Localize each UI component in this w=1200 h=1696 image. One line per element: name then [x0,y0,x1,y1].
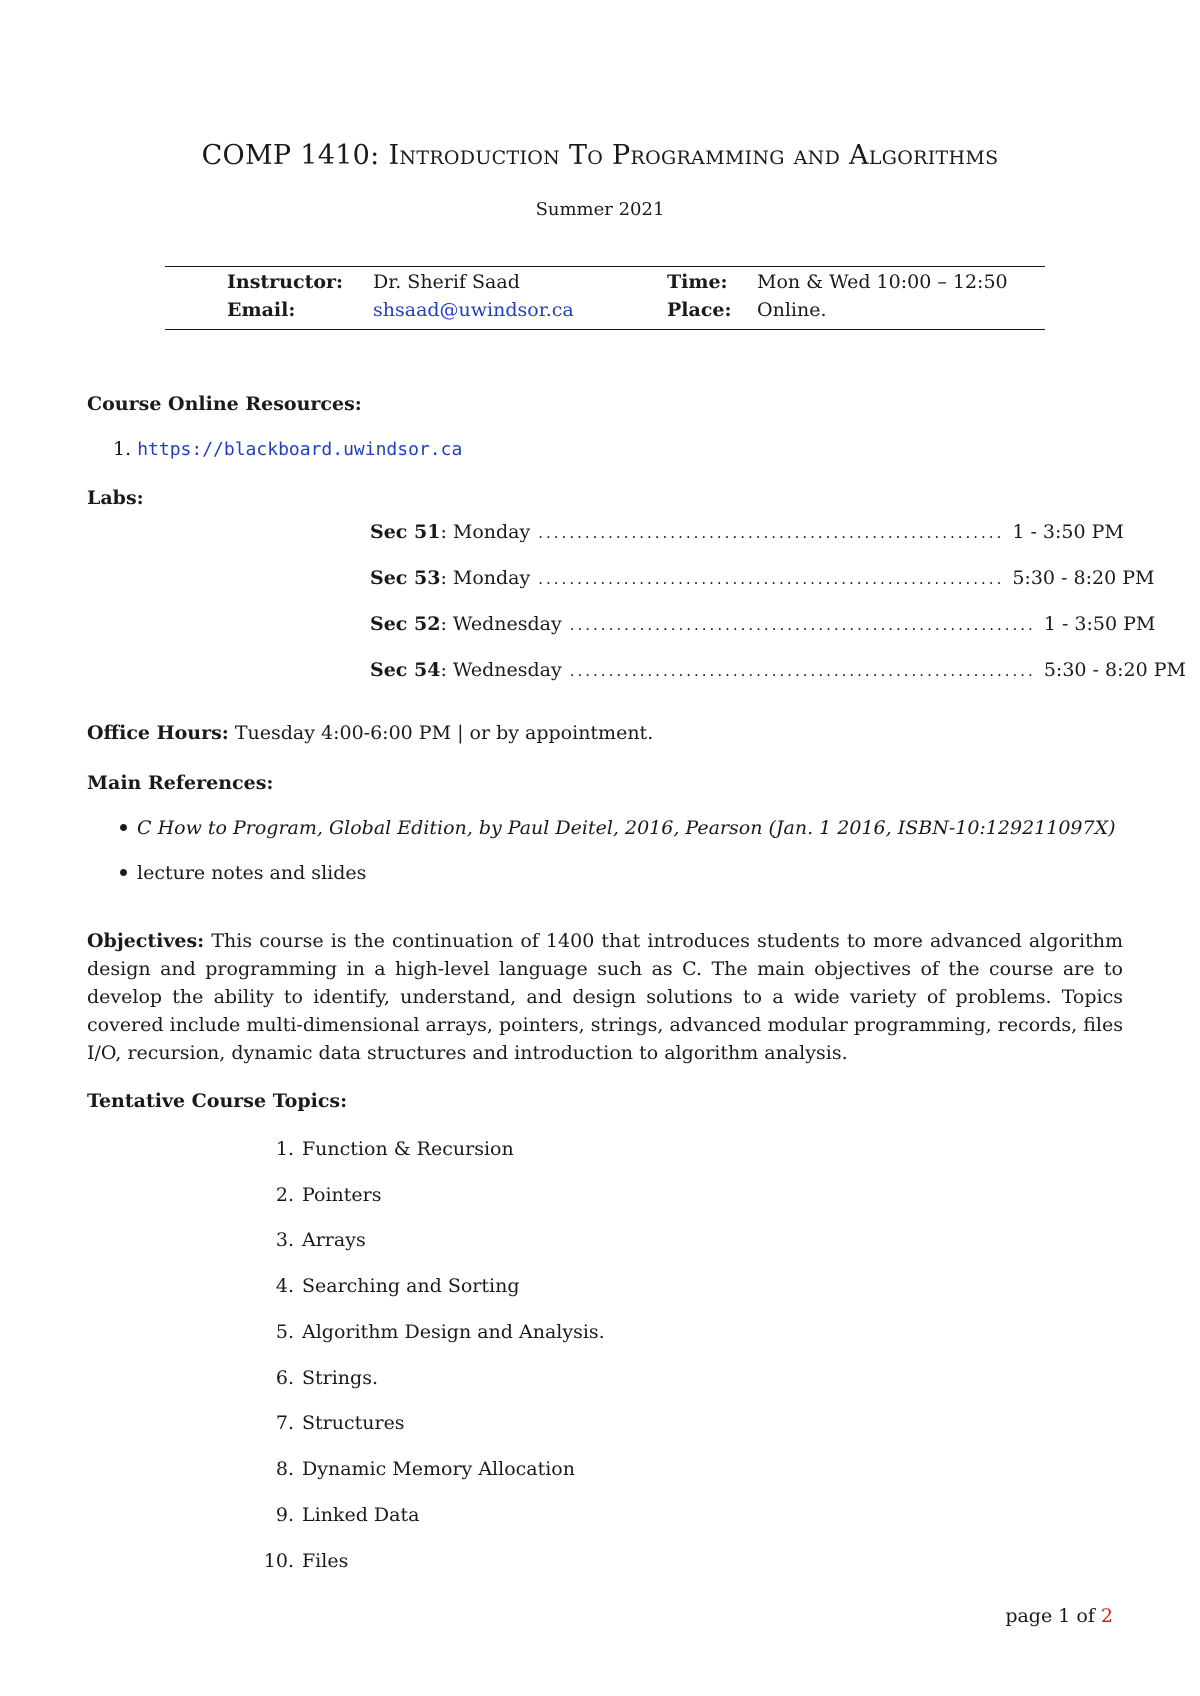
topic-label: Algorithm Design and Analysis. [302,1321,605,1343]
topic-item [260,1412,405,1434]
topic-num: 4. [275,1275,294,1297]
bullet-icon [120,824,127,831]
office-hours-label: Office Hours: [87,722,229,744]
topic-num: 7. [275,1412,294,1434]
lab-section: Sec 54 [370,659,441,681]
lab-day: Monday [452,567,531,589]
lab-section: Sec 51 [370,521,441,543]
topic-item [260,1458,575,1480]
instructor-label: Instructor: [227,271,344,293]
course-name: Introduction To Programming and Algorithms [388,140,999,171]
topic-num: 6. [275,1367,294,1389]
topic-label: Linked Data [302,1504,420,1526]
topic-num: 10. [263,1550,294,1572]
email-label: Email: [227,299,296,321]
labs-heading: Labs: [87,487,144,509]
lab-time: 5:30 - 8:20 PM [1043,659,1186,681]
objectives-paragraph [87,927,1123,1067]
topic-num: 8. [275,1458,294,1480]
objectives-label: Objectives: [87,930,205,952]
references-heading: Main References: [87,772,274,794]
topic-num: 2. [275,1184,294,1206]
reference-item [120,862,366,884]
lab-day: Monday [452,521,531,543]
instructor-value: Dr. Sherif Saad [373,271,520,293]
topic-item [260,1229,366,1251]
page-prefix: page 1 of [1005,1605,1095,1627]
topic-item [260,1184,381,1206]
topic-label: Strings. [302,1367,378,1389]
topics-heading: Tentative Course Topics: [87,1090,348,1112]
topic-label: Files [302,1550,349,1572]
time-value: Mon & Wed 10:00 – 12:50 [757,271,1008,293]
blackboard-link[interactable]: https://blackboard.uwindsor.ca [137,439,463,460]
total-pages-link[interactable]: 2 [1100,1605,1113,1627]
lab-time: 1 - 3:50 PM [1043,613,1156,635]
email-link[interactable]: shsaad@uwindsor.ca [373,299,574,321]
topic-item [260,1321,605,1343]
topic-num: 1. [275,1138,294,1160]
topic-item [260,1550,348,1572]
topic-label: Function & Recursion [302,1138,514,1160]
topic-num: 5. [275,1321,294,1343]
dot-leader: ............................................................ [538,570,1005,588]
place-value: Online. [757,299,827,321]
office-hours-value: Tuesday 4:00-6:00 PM | or by appointment. [234,722,654,744]
reference-text: C How to Program, Global Edition, by Paul Deitel, 2016, Pearson (Jan. 1 2016, ISBN-10:129211097X) [137,817,1116,839]
topic-label: Searching and Sorting [302,1275,520,1297]
lab-time: 5:30 - 8:20 PM [1012,567,1155,589]
topic-num: 3. [275,1229,294,1251]
topic-item [260,1367,378,1389]
place-label: Place: [667,299,732,321]
lab-row: Sec 51 : Monday ............................................................ 1 - 3:50 PM [370,521,1124,543]
topic-item [260,1275,519,1297]
topic-num: 9. [275,1504,294,1526]
topic-label: Arrays [302,1229,366,1251]
lab-section: Sec 53 [370,567,441,589]
bullet-icon [120,869,127,876]
resource-num: 1. [113,438,132,460]
topic-label: Pointers [302,1184,382,1206]
lab-row: Sec 53 : Monday ............................................................ 5:30 - 8:20 PM [370,567,1155,589]
page-number [1005,1605,1113,1627]
resources-heading: Course Online Resources: [87,393,362,415]
page-title [0,140,1200,171]
dot-leader: ............................................................ [569,616,1036,634]
lab-day: Wednesday [452,613,562,635]
lab-day: Wednesday [452,659,562,681]
resource-item [113,438,462,460]
topic-item [260,1138,514,1160]
lab-row: Sec 52 : Wednesday ............................................................ 1 - 3:50 PM [370,613,1156,635]
topic-label: Dynamic Memory Allocation [302,1458,575,1480]
office-hours [87,722,653,744]
dot-leader: ............................................................ [538,524,1005,542]
objectives-text: This course is the continuation of 1400 that introduces students to more advanced algorithm design and programming in a high-level language such as C. The main objectives of the course are to develop the ability to identify, understand, and design solutions to a wide variety of problems. Topics covered include multi-dimensional arrays, pointers, strings, advanced modular programming, records, files I/O, recursion, dynamic data structures and introduction to algorithm analysis. [87,930,1123,1064]
course-code: COMP 1410: [201,140,380,171]
lab-time: 1 - 3:50 PM [1012,521,1124,543]
reference-text: lecture notes and slides [137,862,367,884]
topic-label: Structures [302,1412,405,1434]
time-label: Time: [667,271,728,293]
table-bottom-rule [165,329,1045,330]
dot-leader: ............................................................ [569,662,1036,680]
lab-row: Sec 54 : Wednesday ............................................................ 5:30 - 8:20 PM [370,659,1186,681]
table-top-rule [165,266,1045,267]
term: Summer 2021 [535,199,665,220]
topic-item [260,1504,419,1526]
lab-section: Sec 52 [370,613,441,635]
reference-item [120,817,1116,839]
